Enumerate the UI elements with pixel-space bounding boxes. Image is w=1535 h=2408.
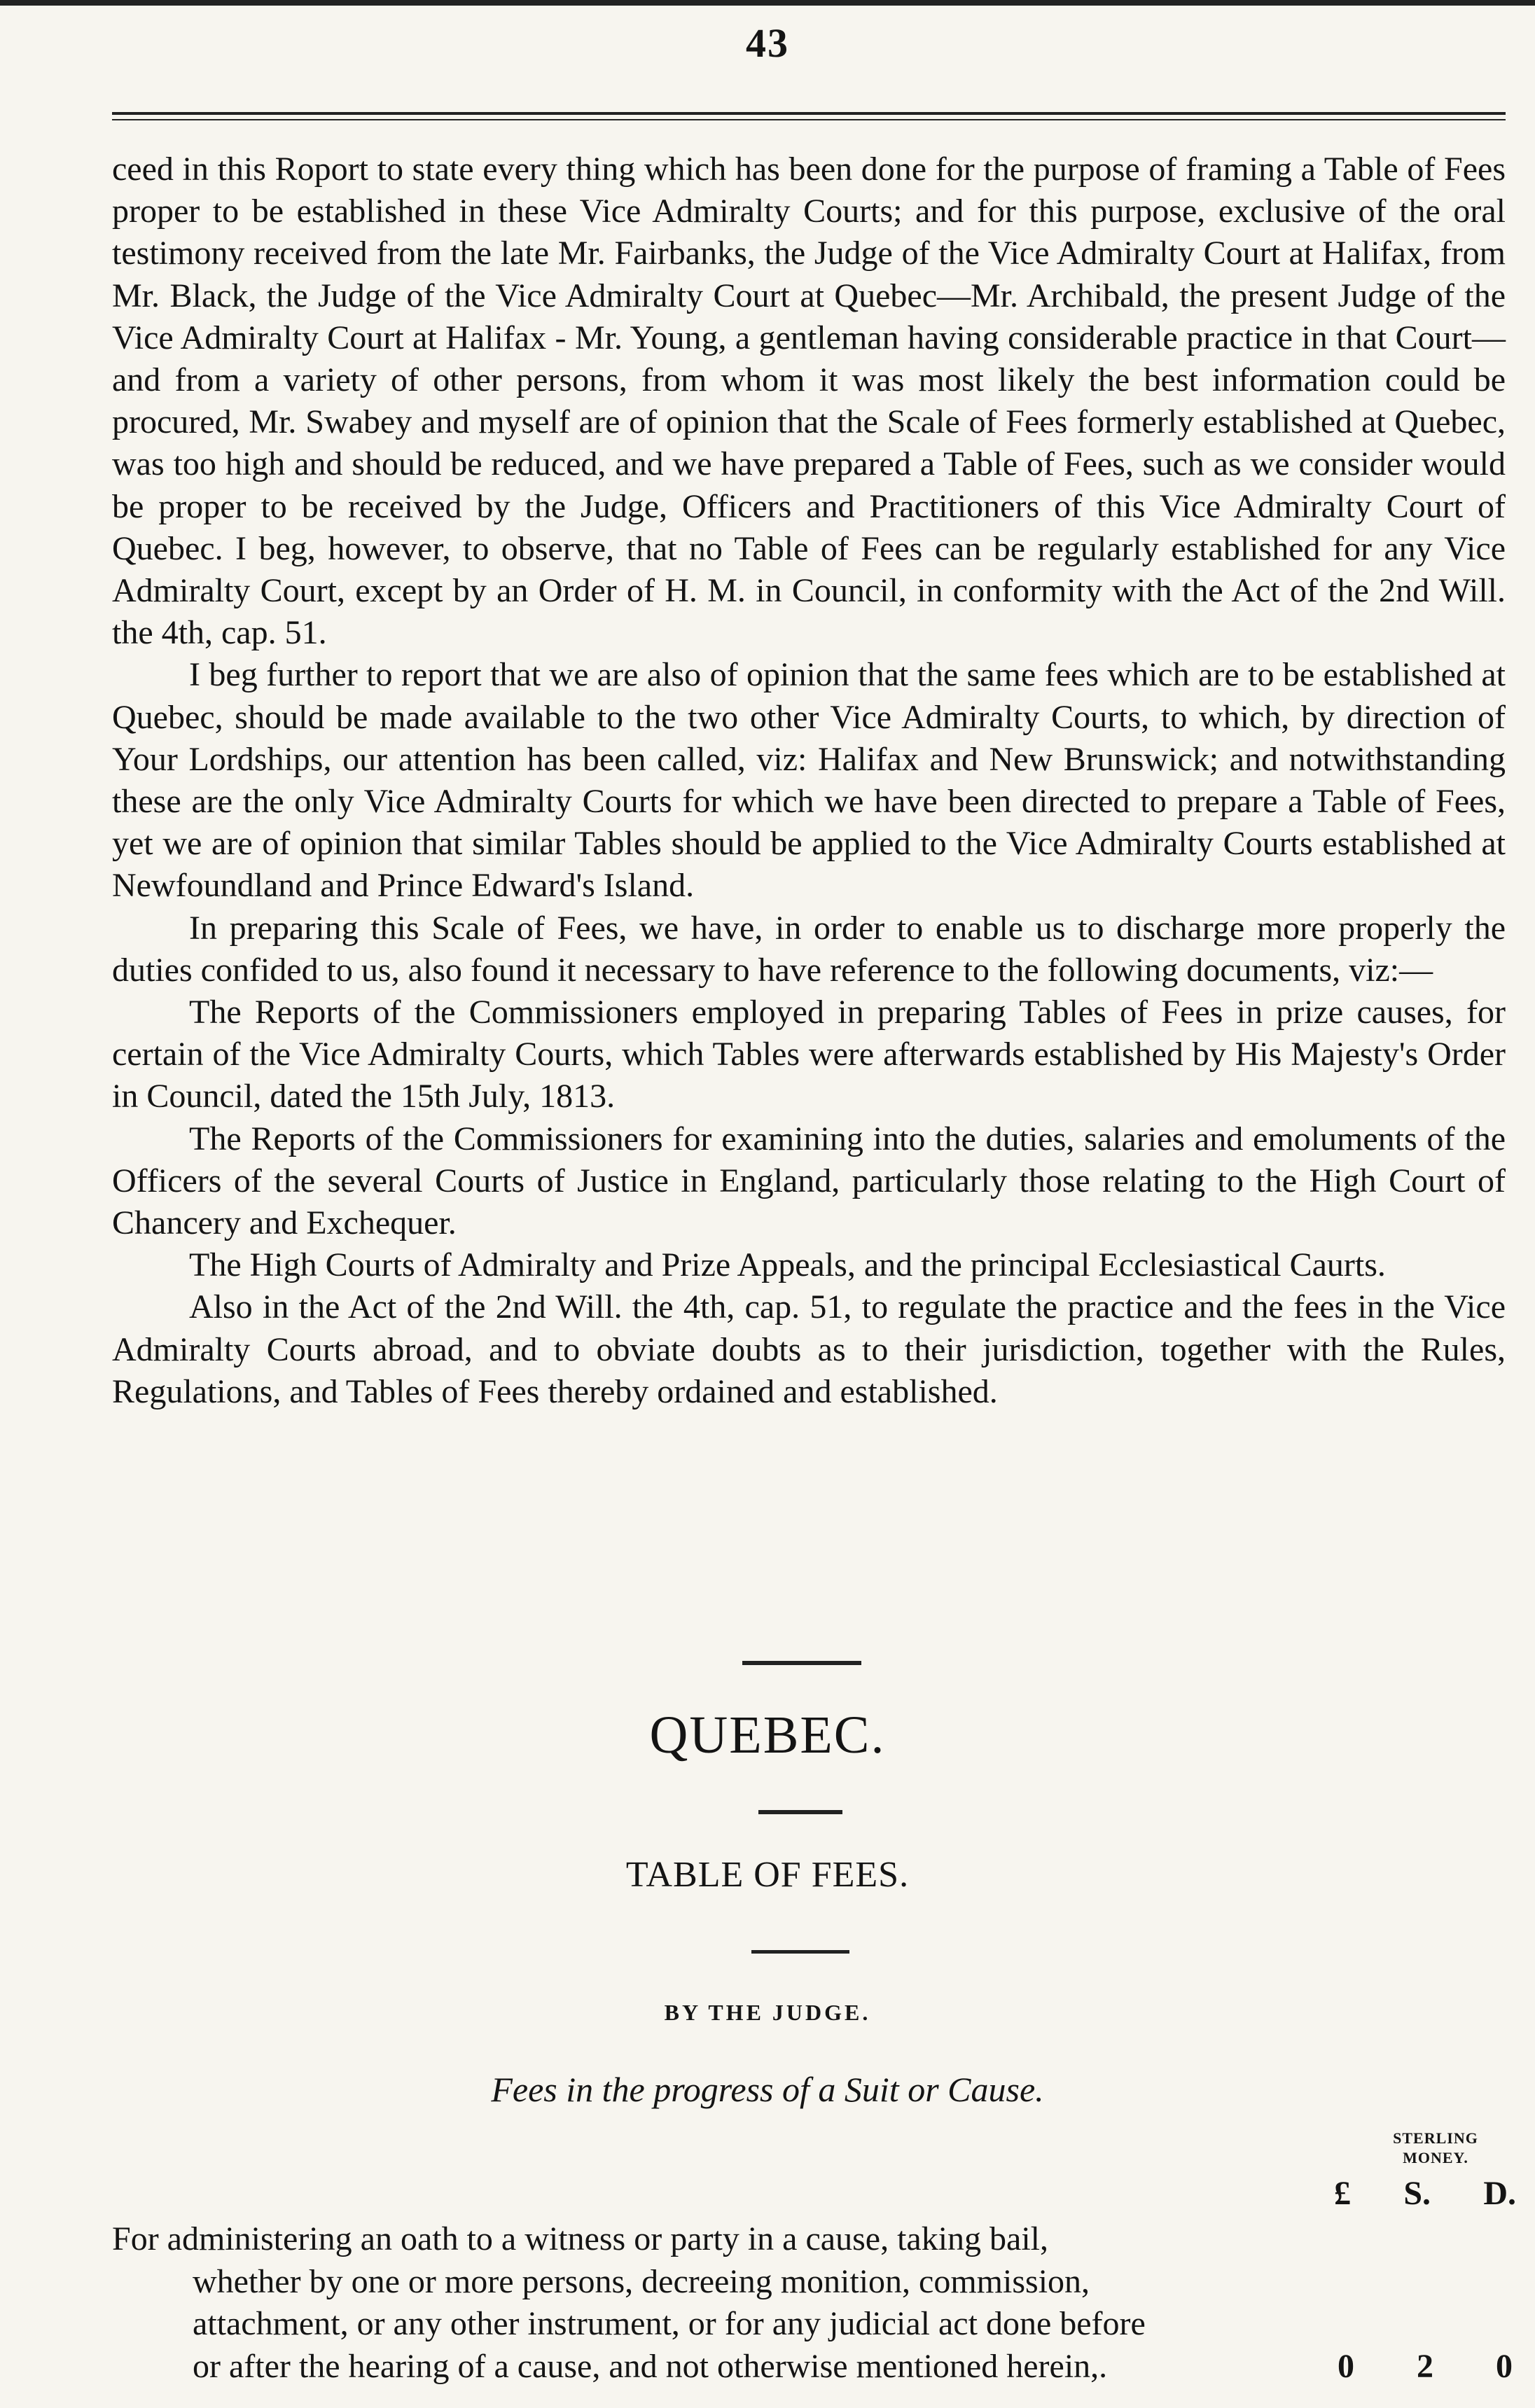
paragraph-5: The Reports of the Commissioners for examining into the duties, salaries and emoluments of the Officers of the several Courts of Justice in England, particularly those relating to the High Court of Chancery and Exchequer. (112, 1120, 1506, 1242)
fee-item-line: whether by one or more persons, decreeing monition, commission, (193, 2262, 1090, 2300)
place-heading: QUEBEC. (649, 1706, 886, 1765)
money-header-line2: MONEY. (1403, 2149, 1468, 2166)
paragraph-6: The High Courts of Admiralty and Prize Appeals, and the principal Ecclesiastical Caurts. (189, 1246, 1386, 1284)
section-divider-rule (742, 1661, 861, 1665)
paragraph-1: ceed in this Roport to state every thing which has been done for the purpose of framing a Table of Fees proper to be established in these Vice Admiralty Courts; and for this purpose, exclusive of the oral testimony received from the late Mr. Fairbanks, the Judge of the Vice Admiralty Court at Halifax, from Mr. Black, the Judge of the Vice Admiralty Court at Quebec—Mr. Archibald, the present Judge of the Vice Admiralty Court at Halifax - Mr. Young, a gentleman having considerable practice in that Court—and from a variety of other persons, from whom it was most likely the best information could be procured, Mr. Swabey and myself are of opinion that the Scale of Fees formerly established at Quebec, was too high and should be reduced, and we have prepared a Table of Fees, such as we consider would be proper to be received by the Judge, Officers and Practitioners of this Vice Admiralty Court of Quebec. I beg, however, to observe, that no Table of Fees can be regularly established for any Vice Admiralty Court, except by an Order of H. M. in Council, in conformity with the Act of the 2nd Will. the 4th, cap. 51. (112, 151, 1506, 652)
table-heading: TABLE OF FEES. (625, 1855, 910, 1895)
pounds-header: £ (1334, 2175, 1351, 2212)
header-double-rule (112, 112, 1506, 120)
money-header (1366, 2129, 1506, 2168)
fee-item-line: For administering an oath to a witness or party in a cause, taking bail, (112, 2220, 1049, 2257)
fee-item (112, 2218, 1520, 2388)
paragraph-7: Also in the Act of the 2nd Will. the 4th, cap. 51, to regulate the practice and the fees in the Vice Admiralty Courts abroad, and to obviate doubts as to their jurisdiction, together with the Rules, Regulations, and Tables of Fees thereby ordained and established. (112, 1288, 1506, 1410)
fee-pounds: 0 (1338, 2347, 1354, 2385)
heading-divider-rule (758, 1810, 842, 1814)
money-header-line1: STERLING (1393, 2129, 1478, 2147)
paragraph-4: The Reports of the Commissioners employed in preparing Tables of Fees in prize causes, for certain of the Vice Admiralty Courts, which Tables were afterwards established by His Majesty's Order in Council, dated the 15th July, 1813. (112, 994, 1506, 1115)
fee-item-line: attachment, or any other instrument, or for any judicial act done before (193, 2305, 1146, 2342)
section-subheading: Fees in the progress of a Suit or Cause. (491, 2070, 1044, 2109)
pence-header: D. (1483, 2175, 1516, 2212)
paragraph-3: In preparing this Scale of Fees, we have, in order to enable us to discharge more properly the duties confided to us, also found it necessary to have reference to the following documents, viz:— (112, 909, 1506, 989)
table-divider-rule (751, 1950, 849, 1954)
fee-pence: 0 (1496, 2347, 1513, 2385)
fee-item-line: or after the hearing of a cause, and not otherwise mentioned herein,. (193, 2347, 1108, 2385)
currency-columns (1334, 2174, 1516, 2213)
top-border-rule (0, 0, 1535, 6)
shillings-header: S. (1403, 2175, 1431, 2212)
paragraph-2: I beg further to report that we are also of opinion that the same fees which are to be established at Quebec, should be made available to the two other Vice Admiralty Courts, to which, by direction of Your Lordships, our attention has been called, viz: Halifax and New Brunswick; and notwithstanding these are the only Vice Admiralty Courts for which we have been directed to prepare a Table of Fees, yet we are of opinion that similar Tables should be applied to the Vice Admiralty Courts established at Newfoundland and Prince Edward's Island. (112, 656, 1506, 905)
by-judge-heading: BY THE JUDGE. (664, 2000, 871, 2025)
page-number: 43 (746, 20, 789, 66)
fee-shillings: 2 (1417, 2347, 1433, 2385)
fee-item-amounts (1338, 2346, 1513, 2388)
report-body (112, 148, 1506, 1413)
